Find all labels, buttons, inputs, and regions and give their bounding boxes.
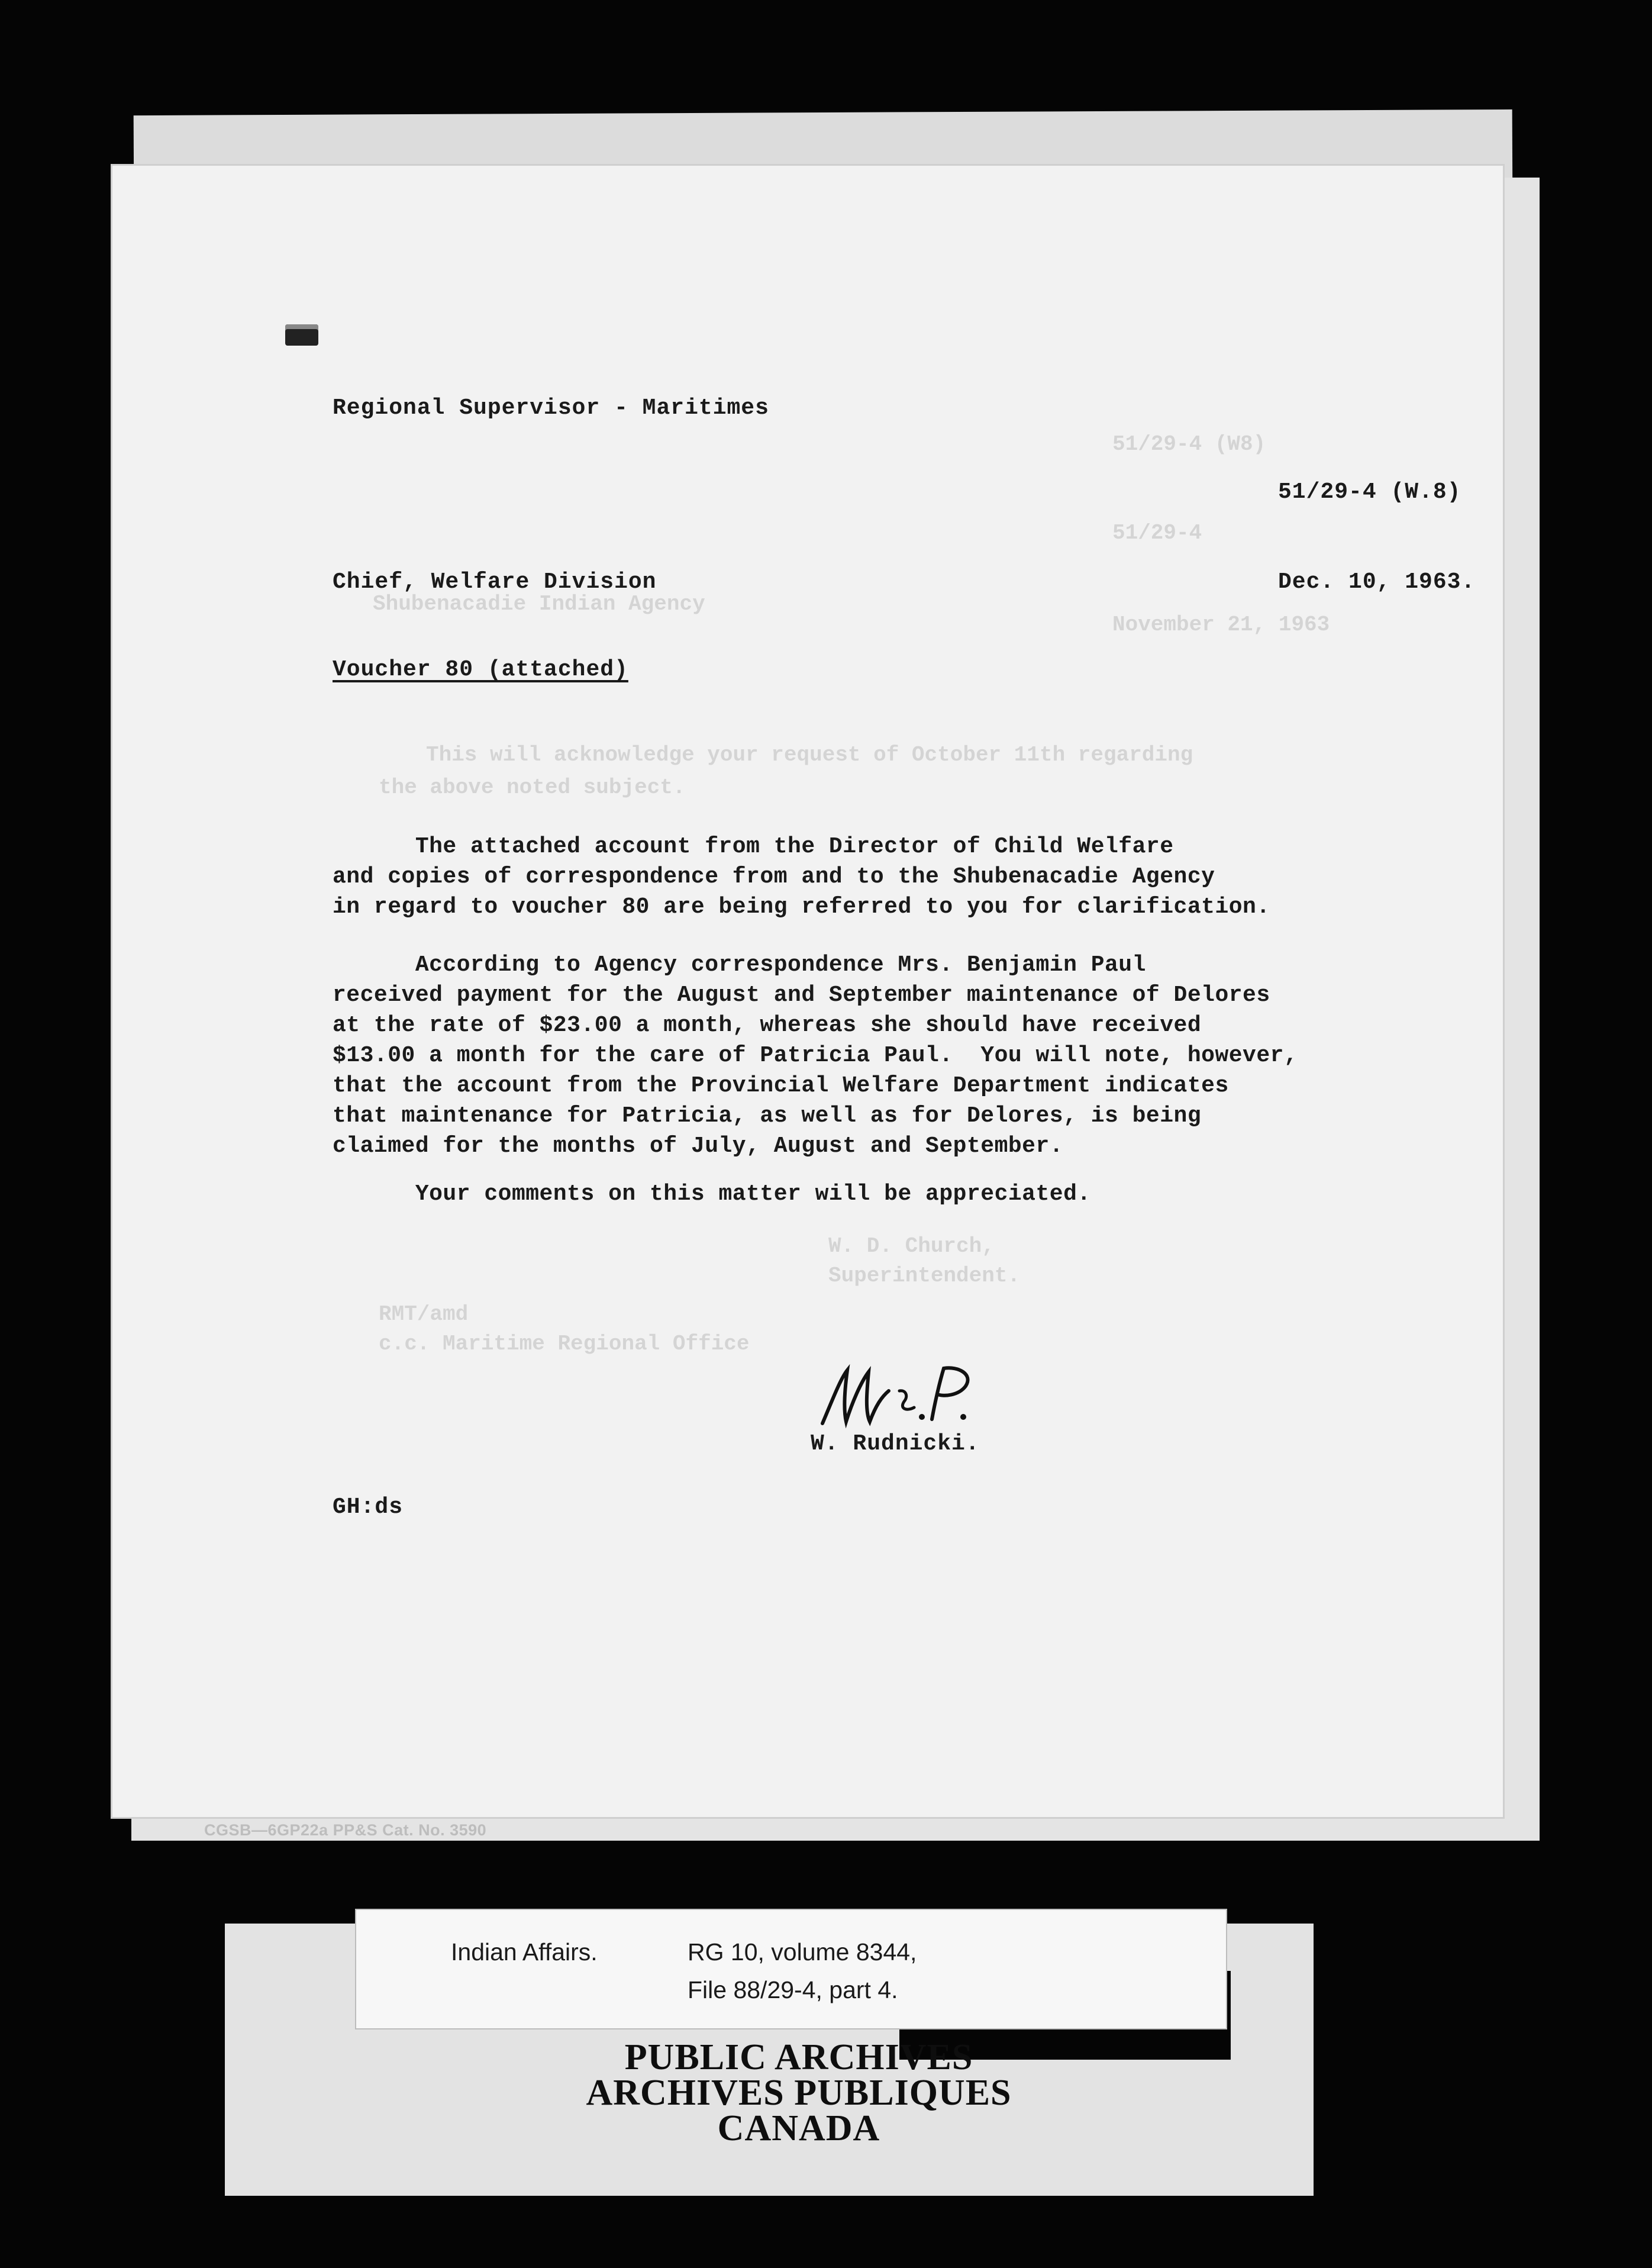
reference-line-1: RG 10, volume 8344, [688, 1938, 917, 1966]
ghost-body-2: the above noted subject. [379, 775, 686, 800]
ghost-signer-title: Superintendent. [828, 1264, 1021, 1288]
archive-stamp-line-1: PUBLIC ARCHIVES [624, 2037, 973, 2077]
archive-reference-label [355, 1909, 1227, 2029]
collection-name: Indian Affairs. [451, 1938, 598, 1966]
ghost-ref: 51/29-4 (W8) [1112, 432, 1266, 456]
file-reference: 51/29-4 (W.8) [1278, 479, 1461, 505]
paragraph-2: According to Agency correspondence Mrs. Benjamin Paul received payment for the August and September maintenance of Delores at the rate of $23.00 a month, whereas she should have received $13.00 a month for the care of Patricia Paul. You will note, however, that the account from the Provincial Welfare Department indicates that maintenance for Patricia, as well as for Delores, is being claimed for the months of July, August and September. [333, 952, 1298, 1159]
ghost-date: November 21, 1963 [1112, 613, 1330, 637]
ghost-initials: RMT/amd [379, 1302, 469, 1326]
archive-stamp-line-2: ARCHIVES PUBLIQUES [586, 2073, 1012, 2113]
paragraph-1: The attached account from the Director of Child Welfare and copies of correspondence from and to the Shubenacadie Agency in regard to voucher 80 are being referred to you for clarification. [333, 834, 1270, 920]
ghost-agency: Shubenacadie Indian Agency [373, 592, 705, 616]
paragraph-3: Your comments on this matter will be appreciated. [333, 1181, 1091, 1207]
archive-stamp-line-3: CANADA [717, 2108, 880, 2148]
recipient-line: Regional Supervisor - Maritimes [333, 395, 769, 421]
form-catalogue-code: CGSB—6GP22a PP&S Cat. No. 3590 [204, 1821, 487, 1839]
ghost-ref-2: 51/29-4 [1112, 521, 1202, 545]
sender-line: Chief, Welfare Division [333, 569, 657, 595]
staple-mark [285, 324, 318, 346]
handwritten-initials-signature [811, 1355, 988, 1432]
letter-date: Dec. 10, 1963. [1278, 569, 1476, 595]
subject-line: Voucher 80 (attached) [333, 657, 628, 682]
ghost-body-1: This will acknowledge your request of October 11th regarding [426, 743, 1193, 767]
ghost-cc: c.c. Maritime Regional Office [379, 1332, 750, 1356]
reference-line-2: File 88/29-4, part 4. [688, 1976, 898, 2003]
typist-initials: GH:ds [333, 1494, 404, 1520]
ghost-signer-name: W. D. Church, [828, 1234, 995, 1258]
signatory-name: W. Rudnicki. [811, 1431, 980, 1457]
